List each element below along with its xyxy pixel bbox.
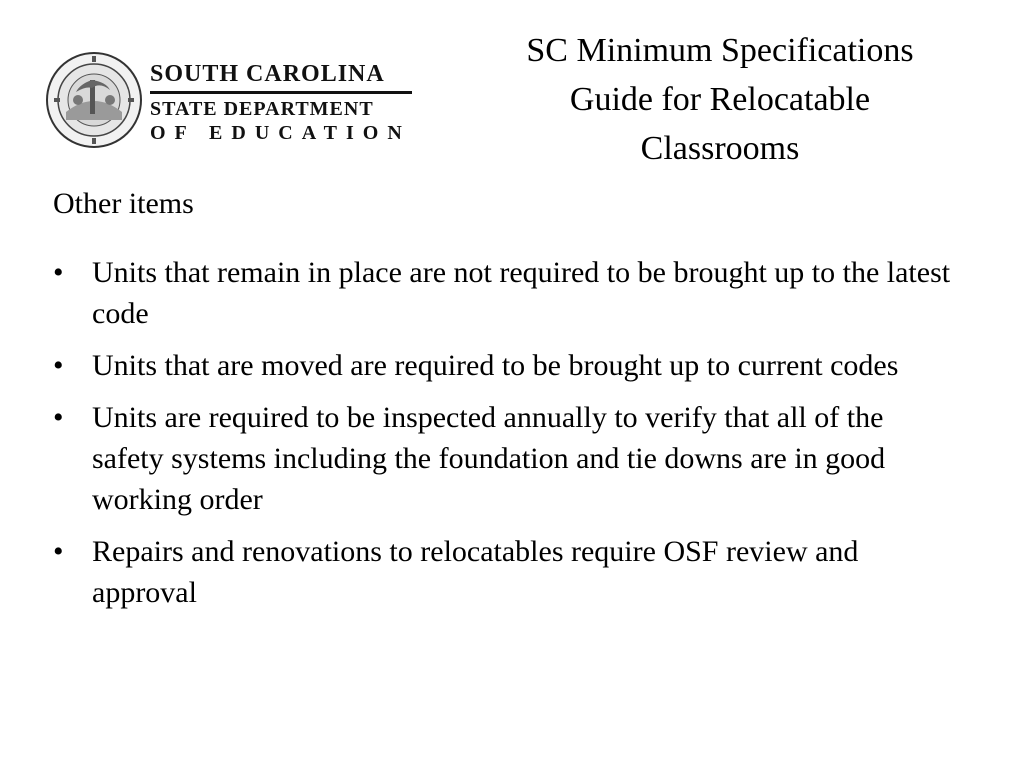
bullet-text: Units are required to be inspected annually to verify that all of the safety systems including the foundation and tie downs are in good working order	[92, 401, 886, 516]
slide-title-line-1: SC Minimum Specifications	[526, 32, 914, 69]
logo-divider	[150, 91, 412, 94]
logo-wordmark	[150, 60, 420, 145]
bullet-item	[53, 397, 953, 520]
bullet-dot-icon: •	[53, 401, 64, 434]
bullet-item	[53, 531, 953, 613]
bullet-text: Units that remain in place are not required to be brought up to the latest code	[92, 256, 951, 330]
state-seal-icon	[44, 50, 144, 150]
logo-line-of-education: OF EDUCATION	[150, 122, 411, 144]
slide-title-line-3: Classrooms	[640, 130, 800, 167]
bullet-dot-icon: •	[53, 349, 64, 382]
bullet-item	[53, 345, 953, 386]
bullet-text: Units that are moved are required to be brought up to current codes	[92, 349, 899, 382]
bullet-item	[53, 252, 953, 334]
bullet-text: Repairs and renovations to relocatables require OSF review and approval	[92, 535, 859, 609]
sc-department-of-education-logo	[44, 50, 424, 150]
bullet-list	[53, 252, 953, 624]
slide-title	[450, 26, 990, 173]
section-subheading: Other items	[53, 187, 194, 220]
slide-title-line-2: Guide for Relocatable	[569, 81, 871, 118]
logo-line-south-carolina: SOUTH CAROLINA	[150, 61, 385, 87]
bullet-dot-icon: •	[53, 256, 64, 289]
bullet-dot-icon: •	[53, 535, 64, 568]
logo-line-state-department: STATE DEPARTMENT	[150, 98, 374, 120]
